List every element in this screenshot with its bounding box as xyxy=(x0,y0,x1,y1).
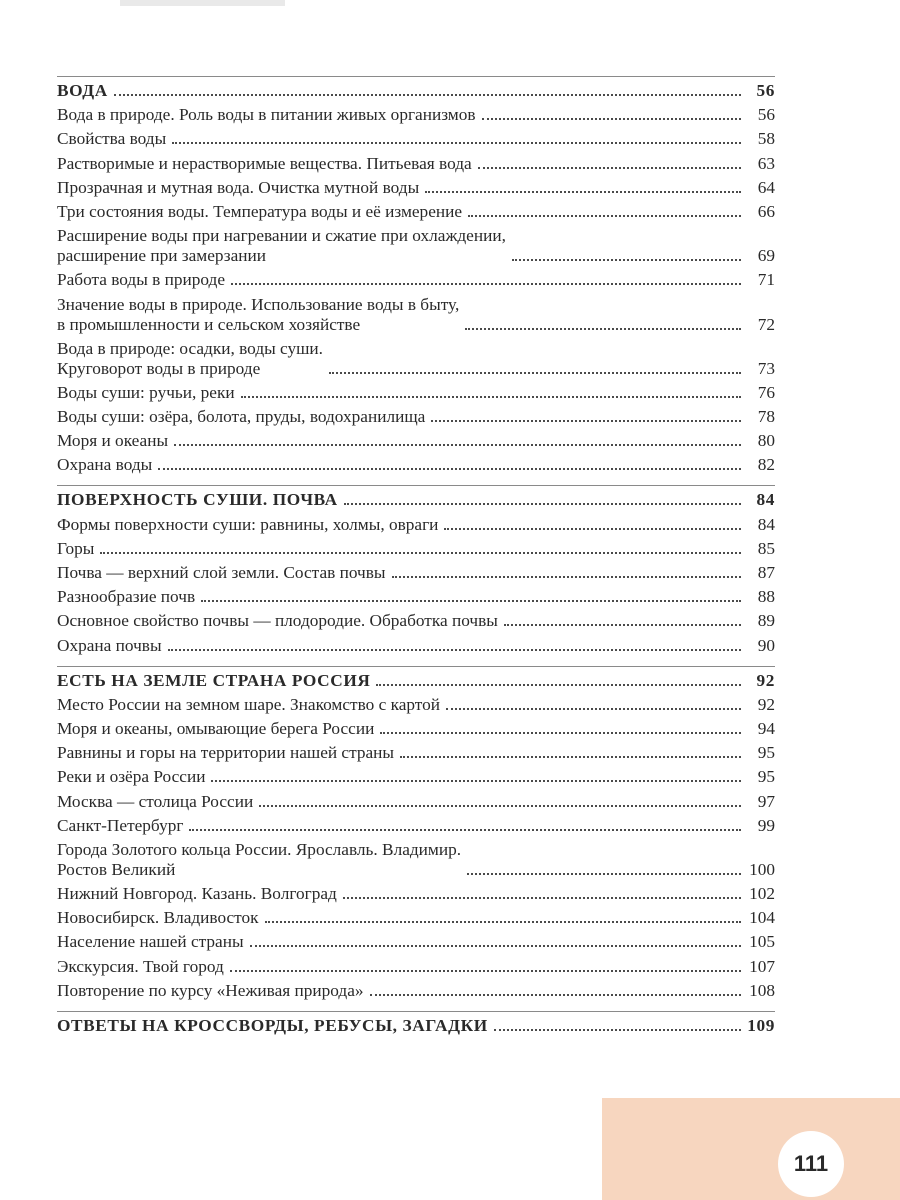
dot-leader xyxy=(425,191,741,193)
entry-page-number: 95 xyxy=(757,767,775,787)
toc-entry xyxy=(57,816,775,836)
entry-title xyxy=(57,671,370,691)
entry-page-number: 78 xyxy=(757,407,775,427)
dot-leader xyxy=(392,576,742,578)
toc-entry xyxy=(57,840,775,880)
entry-title-line: ОТВЕТЫ НА КРОССВОРДЫ, РЕБУСЫ, ЗАГАДКИ xyxy=(57,1015,488,1035)
toc-entry xyxy=(57,695,775,715)
entry-title xyxy=(57,105,476,125)
toc-entry xyxy=(57,767,775,787)
entry-page-number: 92 xyxy=(756,670,775,690)
toc-entry xyxy=(57,719,775,739)
toc-entry xyxy=(57,587,775,607)
entry-title xyxy=(57,816,183,836)
toc-entry xyxy=(57,154,775,174)
entry-title-line: Почва — верхний слой земли. Состав почвы xyxy=(57,563,386,582)
entry-title xyxy=(57,81,108,101)
entry-title-line: в промышленности и сельском хозяйстве xyxy=(57,314,361,334)
dot-leader xyxy=(467,873,741,875)
dot-leader xyxy=(241,396,741,398)
entry-page-number: 71 xyxy=(757,270,775,290)
entry-title-line: Экскурсия. Твой город xyxy=(57,956,224,976)
entry-title-line: Прозрачная и мутная вода. Очистка мутной воды xyxy=(57,177,420,197)
toc-entry xyxy=(57,105,775,125)
entry-title xyxy=(57,957,224,977)
entry-page-number: 89 xyxy=(757,611,775,631)
dot-leader xyxy=(231,283,741,285)
entry-page-number: 95 xyxy=(757,743,775,763)
entry-page-number: 109 xyxy=(747,1015,775,1035)
entry-title xyxy=(57,383,235,403)
entry-page-number: 92 xyxy=(757,694,775,714)
entry-title-line: Вода в природе: осадки, воды суши. xyxy=(57,338,324,358)
entry-title xyxy=(57,611,498,631)
entry-title xyxy=(57,270,225,290)
entry-page-number: 108 xyxy=(749,980,775,1000)
dot-leader xyxy=(400,756,741,758)
entry-title-line: Нижний Новгород. Казань. Волгоград xyxy=(57,884,337,904)
toc-section xyxy=(57,76,775,475)
entry-title xyxy=(57,539,94,559)
dot-leader xyxy=(380,732,741,734)
entry-title-line: Воды суши: озёра, болота, пруды, водохранилища xyxy=(57,407,426,427)
entry-title xyxy=(57,129,166,149)
entry-page-number: 66 xyxy=(757,201,775,221)
entry-title-line: Растворимые и нерастворимые вещества. Питьевая вода xyxy=(57,153,472,173)
toc-entry xyxy=(57,611,775,631)
dot-leader xyxy=(343,897,741,899)
entry-page-number: 99 xyxy=(757,815,775,835)
section-heading xyxy=(57,81,775,101)
entry-title xyxy=(57,202,462,222)
entry-page-number: 69 xyxy=(757,246,775,266)
entry-title-line: ЕСТЬ НА ЗЕМЛЕ СТРАНА РОССИЯ xyxy=(57,670,371,690)
dot-leader xyxy=(189,829,741,831)
toc-entry xyxy=(57,636,775,656)
dot-leader xyxy=(211,780,741,782)
entry-title xyxy=(57,719,374,739)
dot-leader xyxy=(114,94,741,96)
entry-page-number: 104 xyxy=(749,908,775,928)
entry-title xyxy=(57,407,425,427)
dot-leader xyxy=(265,921,741,923)
section-heading xyxy=(57,490,775,510)
entry-title-line: Воды суши: ручьи, реки xyxy=(57,382,235,402)
toc-entry xyxy=(57,908,775,928)
entry-title xyxy=(57,792,253,812)
entry-title-line: Ростов Великий xyxy=(57,859,176,879)
entry-title-line: Место России на земном шаре. Знакомство с картой xyxy=(57,694,441,714)
entry-page-number: 87 xyxy=(757,563,775,582)
entry-title xyxy=(57,840,461,880)
entry-page-number: 73 xyxy=(757,358,775,378)
toc-entry xyxy=(57,981,775,1001)
entry-title-line: Население нашей страны xyxy=(57,932,244,952)
dot-leader xyxy=(494,1029,741,1031)
entry-page-number: 107 xyxy=(749,956,775,976)
entry-title-line: Санкт-Петербург xyxy=(57,815,184,835)
entry-page-number: 72 xyxy=(757,314,775,334)
dot-leader xyxy=(174,444,741,446)
entry-page-number: 97 xyxy=(757,791,775,811)
entry-title-line: Охрана воды xyxy=(57,455,153,475)
entry-page-number: 58 xyxy=(757,129,775,149)
entry-title xyxy=(57,908,259,928)
toc-entry xyxy=(57,295,775,335)
entry-title xyxy=(57,695,440,715)
toc-section xyxy=(57,666,775,1001)
toc-entry xyxy=(57,129,775,149)
dot-leader xyxy=(172,142,741,144)
entry-title xyxy=(57,339,323,379)
entry-title-line: Три состояния воды. Температура воды и её измерение xyxy=(57,201,463,221)
entry-page-number: 63 xyxy=(757,153,775,173)
entry-title xyxy=(57,295,459,335)
dot-leader xyxy=(482,118,741,120)
toc-entry xyxy=(57,270,775,290)
entry-title-line: Круговорот воды в природе xyxy=(57,358,261,378)
dot-leader xyxy=(158,468,741,470)
toc-entry xyxy=(57,563,775,583)
entry-title xyxy=(57,490,338,510)
entry-title-line: Реки и озёра России xyxy=(57,767,206,787)
dot-leader xyxy=(370,994,741,996)
dot-leader xyxy=(512,259,741,261)
dot-leader xyxy=(376,684,741,686)
entry-title-line: ПОВЕРХНОСТЬ СУШИ. ПОЧВА xyxy=(57,490,338,510)
entry-title-line: Формы поверхности суши: равнины, холмы, овраги xyxy=(57,514,439,534)
entry-title-line: Горы xyxy=(57,538,95,558)
entry-page-number: 94 xyxy=(757,718,775,738)
entry-title-line: Основное свойство почвы — плодородие. Обработка почвы xyxy=(57,611,498,631)
entry-page-number: 64 xyxy=(757,177,775,197)
toc-entry xyxy=(57,539,775,559)
dot-leader xyxy=(230,970,741,972)
entry-title-line: Новосибирск. Владивосток xyxy=(57,908,259,928)
entry-title xyxy=(57,226,506,266)
toc-entry xyxy=(57,932,775,952)
entry-title-line: Работа воды в природе xyxy=(57,270,226,290)
dot-leader xyxy=(431,420,741,422)
toc-entry xyxy=(57,957,775,977)
toc-section xyxy=(57,1011,775,1036)
toc-entry xyxy=(57,226,775,266)
entry-page-number: 90 xyxy=(757,635,775,655)
entry-title-line: Расширение воды при нагревании и сжатие при охлаждении, xyxy=(57,226,506,246)
entry-title-line: Значение воды в природе. Использование воды в быту, xyxy=(57,294,460,314)
entry-title-line: Города Золотого кольца России. Ярославль. Владимир. xyxy=(57,839,462,859)
dot-leader xyxy=(478,167,741,169)
entry-title-line: Свойства воды xyxy=(57,129,167,149)
entry-page-number: 84 xyxy=(757,514,775,534)
entry-title xyxy=(57,587,195,607)
toc-entry xyxy=(57,884,775,904)
section-heading xyxy=(57,1016,775,1036)
entry-title xyxy=(57,981,364,1001)
entry-page-number: 105 xyxy=(749,932,775,952)
entry-page-number: 85 xyxy=(757,538,775,558)
entry-title-line: Моря и океаны, омывающие берега России xyxy=(57,718,375,738)
entry-title-line: Разнообразие почв xyxy=(57,587,196,607)
entry-page-number: 82 xyxy=(757,455,775,475)
toc-section xyxy=(57,485,775,655)
entry-title xyxy=(57,563,386,583)
entry-title xyxy=(57,932,244,952)
entry-title xyxy=(57,884,337,904)
dot-leader xyxy=(344,503,741,505)
page-corner-tab xyxy=(602,1098,900,1200)
page-number-badge xyxy=(778,1131,844,1197)
dot-leader xyxy=(168,649,741,651)
toc-entry xyxy=(57,178,775,198)
toc-entry xyxy=(57,339,775,379)
toc-entry xyxy=(57,407,775,427)
dot-leader xyxy=(468,215,741,217)
table-of-contents xyxy=(57,76,775,1046)
entry-title xyxy=(57,767,205,787)
entry-page-number: 56 xyxy=(756,81,775,100)
entry-title-line: Повторение по курсу «Неживая природа» xyxy=(57,980,364,1000)
entry-page-number: 80 xyxy=(757,431,775,451)
entry-title xyxy=(57,636,162,656)
entry-title-line: Вода в природе. Роль воды в питании живых организмов xyxy=(57,105,476,125)
dot-leader xyxy=(329,372,741,374)
entry-page-number: 88 xyxy=(757,587,775,607)
entry-page-number: 100 xyxy=(749,859,775,879)
toc-entry xyxy=(57,515,775,535)
scan-edge-strip xyxy=(120,0,285,6)
entry-title-line: Охрана почвы xyxy=(57,635,162,655)
dot-leader xyxy=(100,552,741,554)
entry-page-number: 84 xyxy=(756,490,775,510)
entry-title xyxy=(57,743,394,763)
toc-entry xyxy=(57,431,775,451)
dot-leader xyxy=(444,528,741,530)
entry-title-line: ВОДА xyxy=(57,81,108,100)
dot-leader xyxy=(446,708,741,710)
section-heading xyxy=(57,671,775,691)
entry-title xyxy=(57,431,168,451)
entry-page-number: 102 xyxy=(749,884,775,904)
toc-entry xyxy=(57,383,775,403)
toc-entry xyxy=(57,743,775,763)
entry-page-number: 76 xyxy=(757,382,775,402)
entry-title-line: Моря и океаны xyxy=(57,431,169,451)
entry-title xyxy=(57,154,472,174)
entry-title-line: Москва — столица России xyxy=(57,791,254,811)
entry-title xyxy=(57,178,419,198)
toc-entry xyxy=(57,202,775,222)
dot-leader xyxy=(201,600,741,602)
toc-entry xyxy=(57,455,775,475)
toc-entry xyxy=(57,792,775,812)
page-number: 111 xyxy=(793,1151,829,1176)
dot-leader xyxy=(250,945,741,947)
entry-title xyxy=(57,515,438,535)
entry-title-line: расширение при замерзании xyxy=(57,246,266,266)
entry-title xyxy=(57,455,152,475)
dot-leader xyxy=(504,624,741,626)
entry-page-number: 56 xyxy=(757,105,775,125)
entry-title xyxy=(57,1016,488,1036)
dot-leader xyxy=(465,328,741,330)
entry-title-line: Равнины и горы на территории нашей страны xyxy=(57,743,395,763)
dot-leader xyxy=(259,805,741,807)
